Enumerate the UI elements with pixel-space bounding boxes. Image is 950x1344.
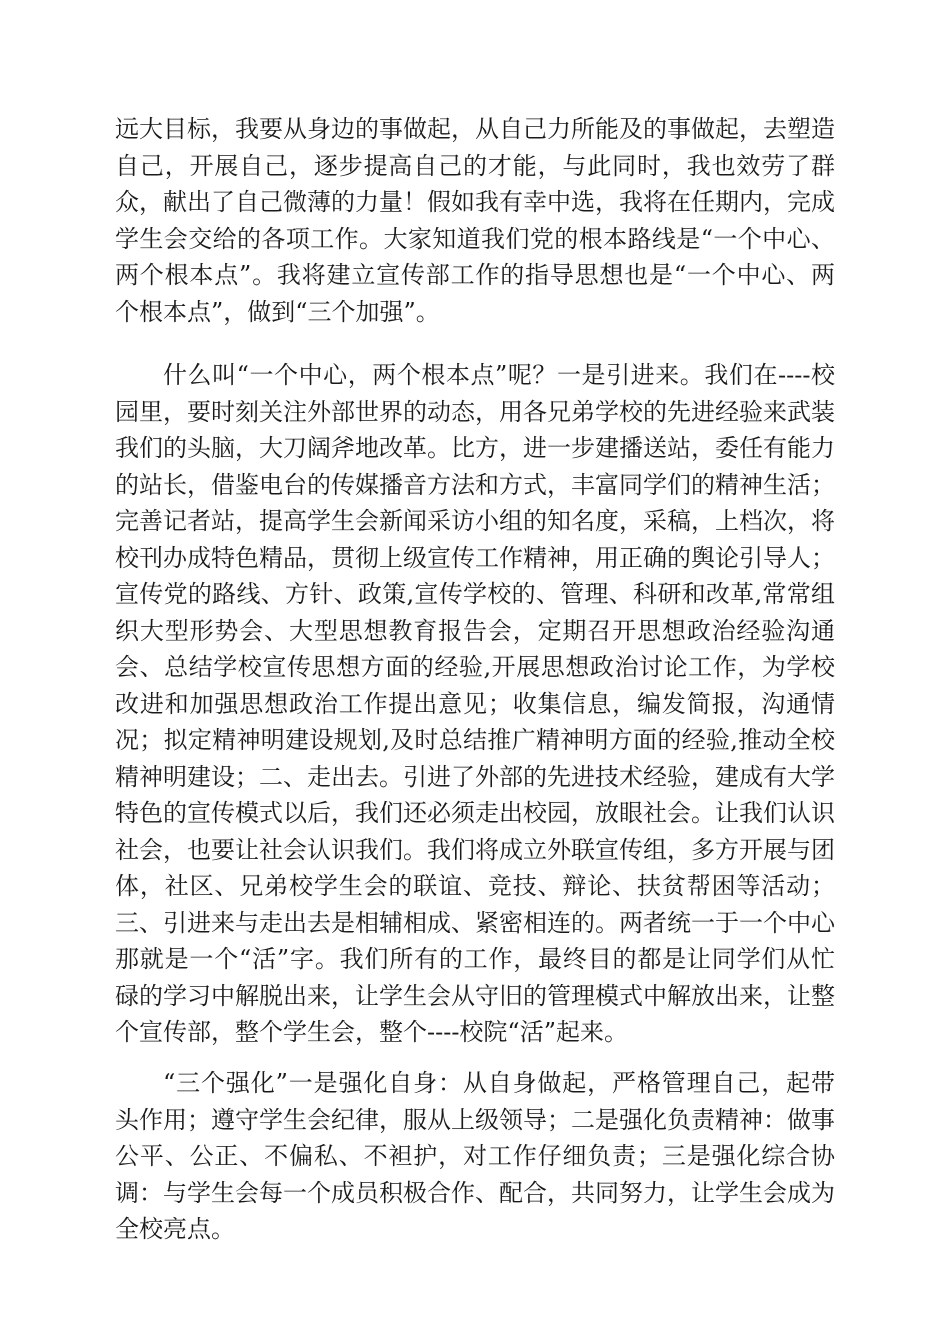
paragraph-3: “三个强化”一是强化自身：从自身做起，严格管理自己，起带头作用；遵守学生会纪律，服从上级领导；二是强化负责精神：做事公平、公正、不偏私、不袒护，对工作仔细负责；三是强化综合协调：与学生会每一个成员积极合作、配合，共同努力，让学生会成为全校亮点。 xyxy=(115,1069,835,1243)
paragraph-2: 什么叫“一个中心，两个根本点”呢？一是引进来。我们在----校园里，要时刻关注外部世界的动态，用各兄弟学校的先进经验来武装我们的头脑，大刀阔斧地改革。比方，进一步建播送站，委任有能力的站长，借鉴电台的传媒播音方法和方式，丰富同学们的精神生活；完善记者站，提高学生会新闻采访小组的知名度，采稿，上档次，将校刊办成特色精品，贯彻上级宣传工作精神，用正确的舆论引导人；宣传党的路线、方针、政策,宣传学校的、管理、科研和改革,常常组织大型形势会、大型思想教育报告会，定期召开思想政治经验沟通会、总结学校宣传思想方面的经验,开展思想政治讨论工作，为学校改进和加强思想政治工作提出意见；收集信息，编发简报，沟通情况；拟定精神明建设规划,及时总结推广精神明方面的经验,推动全校精神明建设；二、走出去。引进了外部的先进技术经验，建成有大学特色的宣传模式以后，我们还必须走出校园，放眼社会。让我们认识社会，也要让社会认识我们。我们将成立外联宣传组，多方开展与团体，社区、兄弟校学生会的联谊、竞技、辩论、扶贫帮困等活动；三、引进来与走出去是相辅相成、紧密相连的。两者统一于一个中心那就是一个“活”字。我们所有的工作，最终目的都是让同学们从忙碌的学习中解脱出来，让学生会从守旧的管理模式中解放出来，让整个宣传部，整个学生会，整个----校院“活”起来。 xyxy=(115,361,835,1046)
paragraph-1: 远大目标，我要从身边的事做起，从自己力所能及的事做起，去塑造自己，开展自己，逐步提高自己的才能，与此同时，我也效劳了群众，献出了自己微薄的力量！假如我有幸中选，我将在任期内，完成学生会交给的各项工作。大家知道我们党的根本路线是“一个中心、两个根本点”。我将建立宣传部工作的指导思想也是“一个中心、两个根本点”，做到“三个加强”。 xyxy=(115,115,835,326)
